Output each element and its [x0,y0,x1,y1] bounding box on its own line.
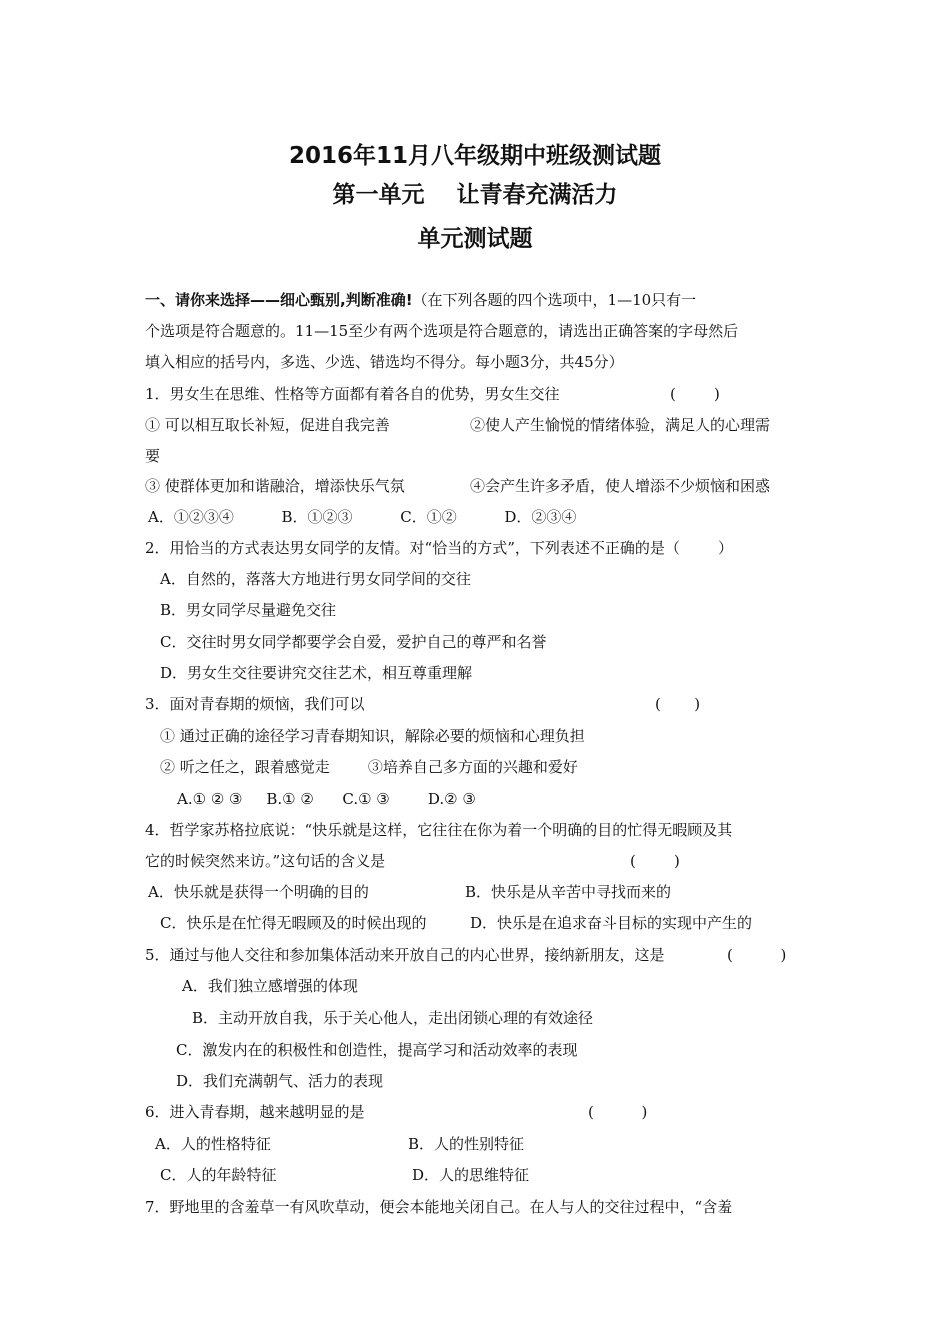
q1-item-4: ④会产生许多矛盾，使人增添不少烦恼和困惑 [470,477,771,495]
test-subtitle: 单元测试题 [417,226,533,252]
q1-answer-bracket: ( ) [670,385,720,403]
q3-item-2-3: ② 听之任之，跟着感觉走 ③培养自己多方面的兴趣和爱好 [160,758,578,776]
exam-title: 2016年11月八年级期中班级测试题 [288,143,662,169]
q6-option-a: A．人的性格特征 [155,1135,271,1153]
q2-option-a: A．自然的，落落大方地进行男女同学间的交往 [160,570,471,588]
section1-heading: 一、请你来选择——细心甄别,判断准确! [145,291,413,309]
q1-item-2-cont: 要 [145,447,161,465]
q5-stem: 5．通过与他人交往和参加集体活动来开放自己的内心世界，接纳新朋友，这是 [145,946,665,964]
section1-instructions-line2: 个选项是符合题意的。11—15至少有两个选项是符合题意的，请选出正确答案的字母然后 [145,322,739,340]
q1-item-1: ① 可以相互取长补短，促进自我完善 [145,416,390,434]
q6-option-c: C．人的年龄特征 [160,1166,277,1184]
q5-answer-bracket: ( ) [727,946,787,964]
q2-stem: 2．用恰当的方式表达男女同学的友情。对“恰当的方式”，下列表述不正确的是（ ） [145,539,734,557]
q4-option-d: D．快乐是在追求奋斗目标的实现中产生的 [470,914,753,932]
q2-option-b: B．男女同学尽量避免交往 [160,601,337,619]
q5-option-d: D．我们充满朝气、活力的表现 [176,1072,384,1090]
q4-option-c: C．快乐是在忙得无暇顾及的时候出现的 [160,914,427,932]
q5-option-a: A．我们独立感增强的体现 [182,977,358,995]
section1-instructions: （在下列各题的四个选项中，1—10只有一 [412,291,697,309]
q6-answer-bracket: ( ) [588,1103,648,1121]
q2-option-d: D．男女生交往要讲究交往艺术，相互尊重理解 [160,664,473,682]
section1-instructions-line3: 填入相应的括号内，多选、少选、错选均不得分。每小题3分，共45分） [145,353,624,371]
q2-option-c: C．交往时男女同学都要学会自爱，爱护自己的尊严和名誉 [160,633,547,651]
q6-stem: 6．进入青春期，越来越明显的是 [145,1103,365,1121]
q1-stem: 1．男女生在思维、性格等方面都有着各自的优势，男女生交往 [145,385,560,403]
q7-stem: 7．野地里的含羞草一有风吹草动，便会本能地关闭自己。在人与人的交往过程中，“含羞 [145,1198,733,1216]
unit-title: 第一单元 让青春充满活力 [332,182,618,208]
section1-heading-line [145,290,696,310]
q4-stem: 4．哲学家苏格拉底说：“快乐就是这样，它往往在你为着一个明确的目的忙得无暇顾及其 [145,821,733,839]
q3-item-1: ① 通过正确的途径学习青春期知识，解除必要的烦恼和心理负担 [160,727,585,745]
q6-option-d: D．人的思维特征 [412,1166,530,1184]
q3-stem: 3．面对青春期的烦恼，我们可以 [145,695,365,713]
q6-option-b: B．人的性别特征 [408,1135,525,1153]
q3-answer-bracket: ( ) [655,695,701,713]
q4-option-b: B．快乐是从辛苦中寻找而来的 [465,883,672,901]
q4-option-a: A．快乐就是获得一个明确的目的 [148,883,369,901]
q3-options: A.① ② ③ B.① ② C.① ③ D.② ③ [177,790,476,808]
q1-item-2: ②使人产生愉悦的情绪体验，满足人的心理需 [470,416,771,434]
q1-options: A．①②③④ B．①②③ C．①② D．②③④ [148,508,577,526]
q4-answer-bracket: ( ) [630,852,680,870]
q1-item-3: ③ 使群体更加和谐融洽，增添快乐气氛 [145,477,405,495]
q5-option-b: B．主动开放自我，乐于关心他人，走出闭锁心理的有效途径 [192,1009,594,1027]
q5-option-c: C．激发内在的积极性和创造性，提高学习和活动效率的表现 [176,1041,578,1059]
q4-stem-cont: 它的时候突然来访。”这句话的含义是 [145,852,386,870]
